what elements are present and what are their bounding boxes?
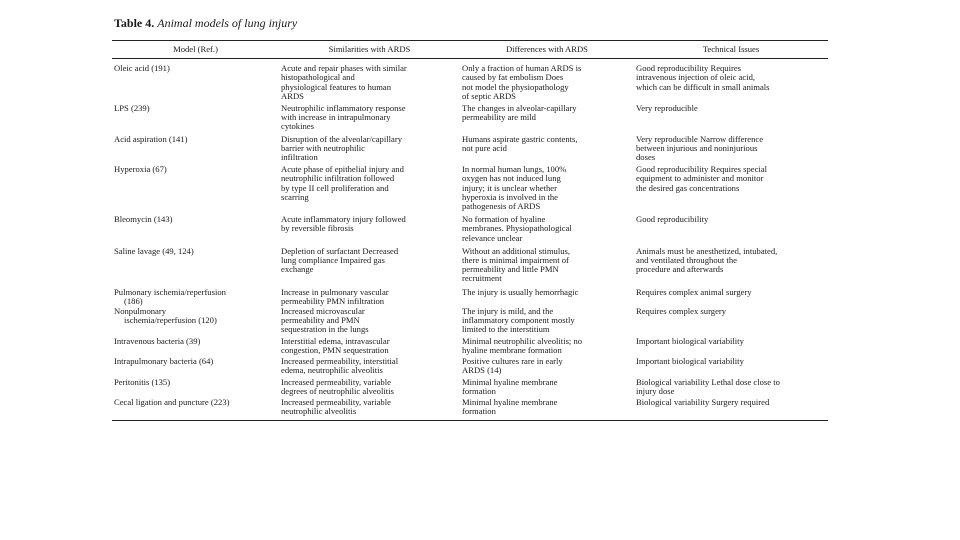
- cell-technical: [634, 335, 828, 355]
- cell-model: [112, 132, 279, 163]
- cell-line: injury; it is unclear whether: [462, 182, 557, 193]
- cell-line: Bleomycin (143): [114, 214, 173, 225]
- cell-line: Very reproducible Narrow difference: [636, 133, 764, 144]
- header-differences: Differences with ARDS: [460, 41, 634, 59]
- cell-similarities: [279, 335, 460, 355]
- table-title: Animal models of lung injury: [157, 16, 298, 30]
- cell-line: Biological variability Surgery required: [636, 396, 770, 407]
- cell-differences: [460, 132, 634, 163]
- cell-line: Very reproducible: [636, 103, 698, 114]
- cell-line: exchange: [281, 264, 314, 275]
- cell-technical: [634, 162, 828, 211]
- cell-model: [112, 162, 279, 211]
- cell-line: oxygen has not induced lung: [462, 173, 561, 184]
- cell-similarities: [279, 376, 460, 396]
- cell-line: physiological features to human: [281, 81, 392, 92]
- table-row: [112, 132, 828, 163]
- table-row: [112, 306, 828, 335]
- cell-similarities: [279, 162, 460, 211]
- cell-line: In normal human lungs, 100%: [462, 164, 567, 175]
- cell-line: Hyperoxia (67): [114, 164, 167, 175]
- cell-line: permeability PMN infiltration: [281, 295, 385, 306]
- cell-line: Nonpulmonary: [114, 306, 167, 317]
- header-similarities: Similarities with ARDS: [279, 41, 460, 59]
- cell-line: by reversible fibrosis: [281, 223, 354, 234]
- cell-similarities: [279, 306, 460, 335]
- cell-differences: [460, 101, 634, 132]
- cell-line: No formation of hyaline: [462, 214, 546, 225]
- cell-technical: [634, 306, 828, 335]
- cell-differences: [460, 211, 634, 243]
- header-technical: Technical Issues: [634, 41, 828, 59]
- cell-model: [112, 211, 279, 243]
- cell-line: sequestration in the lungs: [281, 324, 369, 335]
- cell-model: [112, 396, 279, 421]
- cell-similarities: [279, 59, 460, 101]
- cell-line: neutrophilic infiltration followed: [281, 173, 395, 184]
- table-row: [112, 243, 828, 284]
- cell-line: Depletion of surfactant Decreased: [281, 245, 399, 256]
- cell-line: LPS (239): [114, 103, 150, 114]
- cell-line: Intravenous bacteria (39): [114, 335, 201, 346]
- cell-line: Interstitial edema, intravascular: [281, 335, 390, 346]
- cell-line: Humans aspirate gastric contents,: [462, 133, 578, 144]
- table-row: [112, 59, 828, 101]
- cell-line: recruitment: [462, 273, 502, 284]
- cell-line: Oleic acid (191): [114, 63, 170, 74]
- cell-line: formation: [462, 406, 496, 417]
- cell-model: [112, 306, 279, 335]
- cell-line: Acid aspiration (141): [114, 133, 188, 144]
- cell-line: Minimal neutrophilic alveolitis; no: [462, 335, 583, 346]
- cell-line: and ventilated throughout the: [636, 255, 737, 266]
- table-row: [112, 211, 828, 243]
- cell-line: Acute and repair phases with similar: [281, 63, 407, 74]
- cell-line: histopathological and: [281, 72, 355, 83]
- cell-technical: [634, 211, 828, 243]
- cell-line: Minimal hyaline membrane: [462, 396, 558, 407]
- cell-differences: [460, 396, 634, 421]
- cell-line: permeability are mild: [462, 112, 536, 123]
- table-row: [112, 284, 828, 306]
- cell-line: limited to the interstitium: [462, 324, 550, 335]
- cell-line: hyperoxia is involved in the: [462, 191, 558, 202]
- cell-differences: [460, 162, 634, 211]
- table-row: [112, 376, 828, 396]
- table-row: [112, 355, 828, 375]
- cell-line: Increased microvascular: [281, 306, 365, 317]
- cell-line: permeability and PMN: [281, 315, 360, 326]
- cell-line: hyaline membrane formation: [462, 344, 562, 355]
- cell-line: equipment to administer and monitor: [636, 173, 764, 184]
- cell-differences: [460, 335, 634, 355]
- cell-line: Increase in pulmonary vascular: [281, 286, 389, 297]
- cell-line: The changes in alveolar-capillary: [462, 103, 577, 114]
- cell-line: ischemia/reperfusion (120): [124, 315, 217, 326]
- cell-line: between injurious and noninjurious: [636, 142, 758, 153]
- cell-line: formation: [462, 385, 496, 396]
- header-row: [112, 41, 828, 59]
- cell-line: Acute inflammatory injury followed: [281, 214, 406, 225]
- cell-line: Intrapulmonary bacteria (64): [114, 356, 214, 367]
- header-model: Model (Ref.): [112, 41, 279, 59]
- cell-model: [112, 335, 279, 355]
- cell-technical: [634, 59, 828, 101]
- cell-line: inflammatory component mostly: [462, 315, 575, 326]
- table-row: [112, 335, 828, 355]
- cell-line: not pure acid: [462, 142, 507, 153]
- cell-line: caused by fat embolism Does: [462, 72, 564, 83]
- cell-line: Cecal ligation and puncture (223): [114, 396, 230, 407]
- cell-technical: [634, 132, 828, 163]
- cell-similarities: [279, 355, 460, 375]
- table-caption: [114, 16, 828, 30]
- cell-line: cytokines: [281, 121, 314, 132]
- cell-line: Important biological variability: [636, 335, 744, 346]
- cell-line: Requires complex animal surgery: [636, 286, 752, 297]
- cell-model: [112, 355, 279, 375]
- table-row: [112, 101, 828, 132]
- cell-line: Increased permeability, variable: [281, 396, 391, 407]
- cell-differences: [460, 376, 634, 396]
- cell-line: Peritonitis (135): [114, 376, 171, 387]
- cell-line: Minimal hyaline membrane: [462, 376, 558, 387]
- cell-similarities: [279, 211, 460, 243]
- cell-similarities: [279, 284, 460, 306]
- table-row: [112, 396, 828, 421]
- cell-line: pathogenesis of ARDS: [462, 201, 541, 212]
- cell-technical: [634, 284, 828, 306]
- cell-line: membranes. Physiopathological: [462, 223, 572, 234]
- cell-line: doses: [636, 152, 656, 163]
- cell-line: of septic ARDS: [462, 90, 516, 101]
- cell-differences: [460, 243, 634, 284]
- cell-technical: [634, 101, 828, 132]
- cell-line: with increase in intrapulmonary: [281, 112, 391, 123]
- cell-differences: [460, 284, 634, 306]
- cell-line: The injury is usually hemorrhagic: [462, 286, 579, 297]
- cell-line: injury dose: [636, 385, 675, 396]
- animal-models-table: [112, 40, 828, 421]
- cell-line: degrees of neutrophilic alveolitis: [281, 385, 394, 396]
- cell-line: Pulmonary ischemia/reperfusion: [114, 286, 226, 297]
- cell-similarities: [279, 101, 460, 132]
- cell-line: neutrophilic alveolitis: [281, 406, 357, 417]
- cell-line: ARDS: [281, 90, 304, 101]
- cell-line: (186): [124, 295, 143, 306]
- cell-line: ARDS (14): [462, 365, 502, 376]
- cell-line: Requires complex surgery: [636, 306, 727, 317]
- cell-model: [112, 376, 279, 396]
- cell-line: which can be difficult in small animals: [636, 81, 770, 92]
- table-row: [112, 162, 828, 211]
- cell-differences: [460, 59, 634, 101]
- cell-line: Good reproducibility Requires: [636, 63, 742, 74]
- cell-similarities: [279, 132, 460, 163]
- cell-line: Saline lavage (49, 124): [114, 245, 194, 256]
- cell-technical: [634, 355, 828, 375]
- cell-line: Increased permeability, interstitial: [281, 356, 399, 367]
- cell-line: lung compliance Impaired gas: [281, 255, 385, 266]
- cell-line: infiltration: [281, 152, 318, 163]
- cell-line: intravenous injection of oleic acid,: [636, 72, 756, 83]
- cell-line: Good reproducibility Requires special: [636, 164, 768, 175]
- cell-line: edema, neutrophilic alveolitis: [281, 365, 383, 376]
- cell-model: [112, 101, 279, 132]
- cell-line: the desired gas concentrations: [636, 182, 740, 193]
- cell-model: [112, 59, 279, 101]
- cell-line: Disruption of the alveolar/capillary: [281, 133, 402, 144]
- cell-line: permeability and little PMN: [462, 264, 559, 275]
- cell-line: scarring: [281, 191, 309, 202]
- cell-line: relevance unclear: [462, 232, 523, 243]
- cell-line: Biological variability Lethal dose close to: [636, 376, 780, 387]
- cell-technical: [634, 376, 828, 396]
- cell-line: not model the physiopathology: [462, 81, 569, 92]
- cell-line: Increased permeability, variable: [281, 376, 391, 387]
- cell-line: by type II cell proliferation and: [281, 182, 389, 193]
- cell-line: Important biological variability: [636, 356, 744, 367]
- cell-line: Only a fraction of human ARDS is: [462, 63, 582, 74]
- cell-similarities: [279, 396, 460, 421]
- table-figure: [112, 16, 828, 421]
- cell-differences: [460, 306, 634, 335]
- cell-line: procedure and afterwards: [636, 264, 724, 275]
- cell-model: [112, 243, 279, 284]
- table-body: [112, 59, 828, 421]
- cell-line: there is minimal impairment of: [462, 255, 569, 266]
- cell-line: congestion, PMN sequestration: [281, 344, 389, 355]
- cell-line: barrier with neutrophilic: [281, 142, 365, 153]
- cell-similarities: [279, 243, 460, 284]
- cell-line: Positive cultures rare in early: [462, 356, 563, 367]
- cell-line: Acute phase of epithelial injury and: [281, 164, 404, 175]
- cell-line: The injury is mild, and the: [462, 306, 554, 317]
- cell-technical: [634, 396, 828, 421]
- cell-differences: [460, 355, 634, 375]
- cell-technical: [634, 243, 828, 284]
- table-label: Table 4.: [114, 16, 155, 30]
- cell-line: Animals must be anesthetized, intubated,: [636, 245, 778, 256]
- cell-line: Without an additional stimulus,: [462, 245, 571, 256]
- cell-model: [112, 284, 279, 306]
- cell-line: Good reproducibility: [636, 214, 709, 225]
- cell-line: Neutrophilic inflammatory response: [281, 103, 406, 114]
